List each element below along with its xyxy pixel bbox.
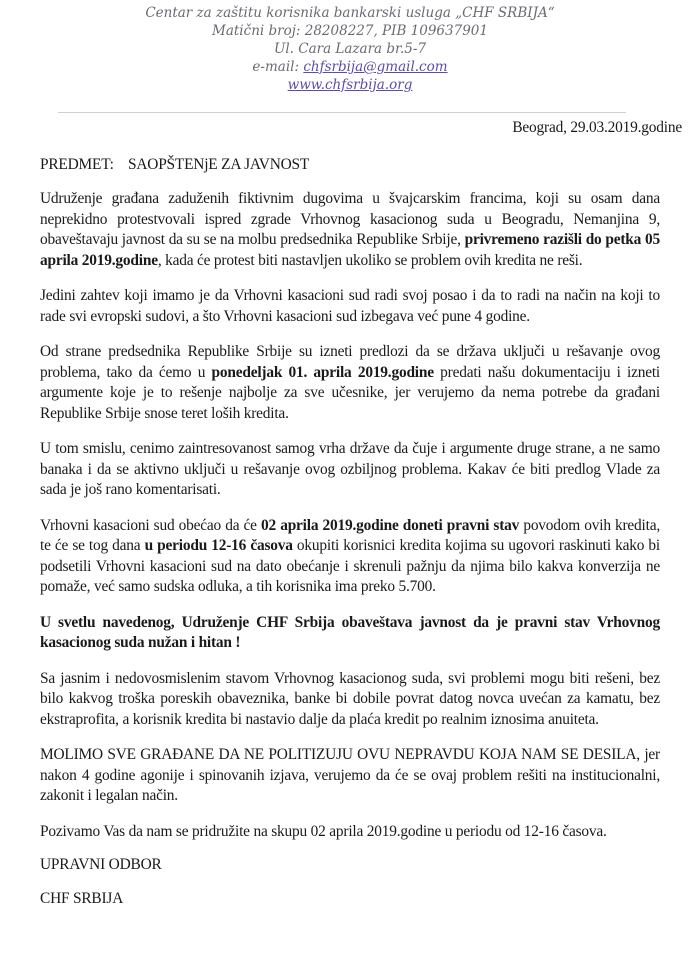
website-link[interactable]: www.chfsrbija.org <box>287 77 413 93</box>
paragraph-bold-text: U svetlu navedenog, Udruženje CHF Srbija obaveštava javnost da je pravni stav Vrhovnog kasacionog suda nužan i hitan ! <box>40 613 660 651</box>
paragraph-text: okupiti korisnici kredita kojima su ugovori raskinuti kako bi podsetili Vrhovni kasacioni sud na dato obećanje i skrenuli pažnju da njima bilo kakva konverzija ne pomaže, već samo sudska odluka, a tih korisnika ima preko 5.700. <box>40 537 660 595</box>
document-body <box>40 110 682 909</box>
email-link[interactable]: chfsrbija@gmail.com <box>303 59 448 75</box>
paragraph-4: U tom smislu, cenimo zaintresovanost samog vrha države da čuje i argumente druge strane, a ne samo banaka i da se aktivno uključi u rešavanje ovog ozbiljnog problema. Kakav će biti predlog Vlade za sada je još rano komentarisati. <box>40 440 660 498</box>
paragraph-text: Vrhovni kasacioni sud obećao da će <box>40 516 262 534</box>
paragraph-6 <box>40 613 660 654</box>
subject-line <box>40 155 660 176</box>
subject-title: SAOPŠTENjE ZA JAVNOST <box>128 155 310 173</box>
registration-numbers: Matični broj: 28208227, PIB 109637901 <box>212 23 488 39</box>
paragraph-bold-text: u periodu 12-16 časova <box>144 537 293 554</box>
address: Ul. Cara Lazara br.5-7 <box>273 41 427 57</box>
paragraph-5 <box>40 516 660 598</box>
paragraph-3 <box>40 342 660 424</box>
subject-label: PREDMET: <box>40 155 114 173</box>
paragraph-text: , kada će protest biti nastavljen ukoliko se problem ovih kredita ne reši. <box>157 251 583 269</box>
signature-line-1: UPRAVNI ODBOR <box>40 856 162 873</box>
website-line <box>0 76 700 94</box>
letterhead <box>0 4 700 94</box>
paragraph-text: Udruženje građana zaduženih fiktivnim dugovima u švajcarskim francima, koji su osam dana neprekidno protestvovali ispred zgrade Vrhovnog kasacionog suda u Beogradu, Nemanjina 9, obaveštavaju javnost da su se na molbu predsednika Republike Srbije, <box>40 190 660 248</box>
paragraph-7: Sa jasnim i nedovosmislenim stavom Vrhovnog kasacionog suda, svi problemi mogu biti rešeni, bez bilo kakvog troška poreskih obaveznika, banke bi dobile povrat datog novca uvećan za kamatu, bez ekstraprofita, a korisnik kredita bi nastavio dalje da plaća kredit po realnim iznosima anuiteta. <box>40 669 660 728</box>
email-line <box>0 58 700 76</box>
paragraph-9: Pozivamo Vas da nam se pridružite na skupu 02 aprila 2019.godine u periodu od 12-16 časova. <box>40 822 607 840</box>
paragraph-text: Od strane predsednika Republike Srbije su izneti predlozi da se država uključi u rešavanje ovog problema, tako da ćemo u <box>40 343 660 381</box>
paragraph-bold-text: 02 aprila 2019.godine doneti pravni stav <box>261 516 520 534</box>
organization-name: Centar za zaštitu korisnika bankarski usluga „CHF SRBIJA“ <box>145 5 555 21</box>
paragraph-text: predati našu dokumentaciju i izneti argumente koje je to rešenje najbolje za sve učesnike, jer verujemo da nema potrebe da građani Republike Srbije snose teret loših kredita. <box>40 363 661 422</box>
paragraph-1 <box>40 189 660 271</box>
email-label: e-mail: <box>252 59 304 75</box>
paragraph-bold-text: privremeno razišli do petka 05 aprila 2019.godine <box>40 231 660 269</box>
signature-line-2: CHF SRBIJA <box>40 889 124 907</box>
paragraph-2: Jedini zahtev koji imamo je da Vrhovni kasacioni sud radi svoj posao i da to radi na način na koji to rade svi evropski sudovi, a što Vrhovni kasacioni sud izbegava već pune 4 godine. <box>40 287 660 325</box>
paragraph-8: MOLIMO SVE GRAĐANE DA NE POLITIZUJU OVU NEPRAVDU KOJA NAM SE DESILA, jer nakon 4 godine agonije i spinovanih izjava, verujemo da će se ovaj problem rešiti na institucionalni, zakonit i legalan način. <box>40 746 660 804</box>
paragraph-bold-text: ponedeljak 01. aprila 2019.godine <box>211 363 434 381</box>
document-date: Beograd, 29.03.2019.godine <box>512 119 682 136</box>
paragraph-text: povodom ovih kredita, te će se tog dana <box>40 516 660 554</box>
